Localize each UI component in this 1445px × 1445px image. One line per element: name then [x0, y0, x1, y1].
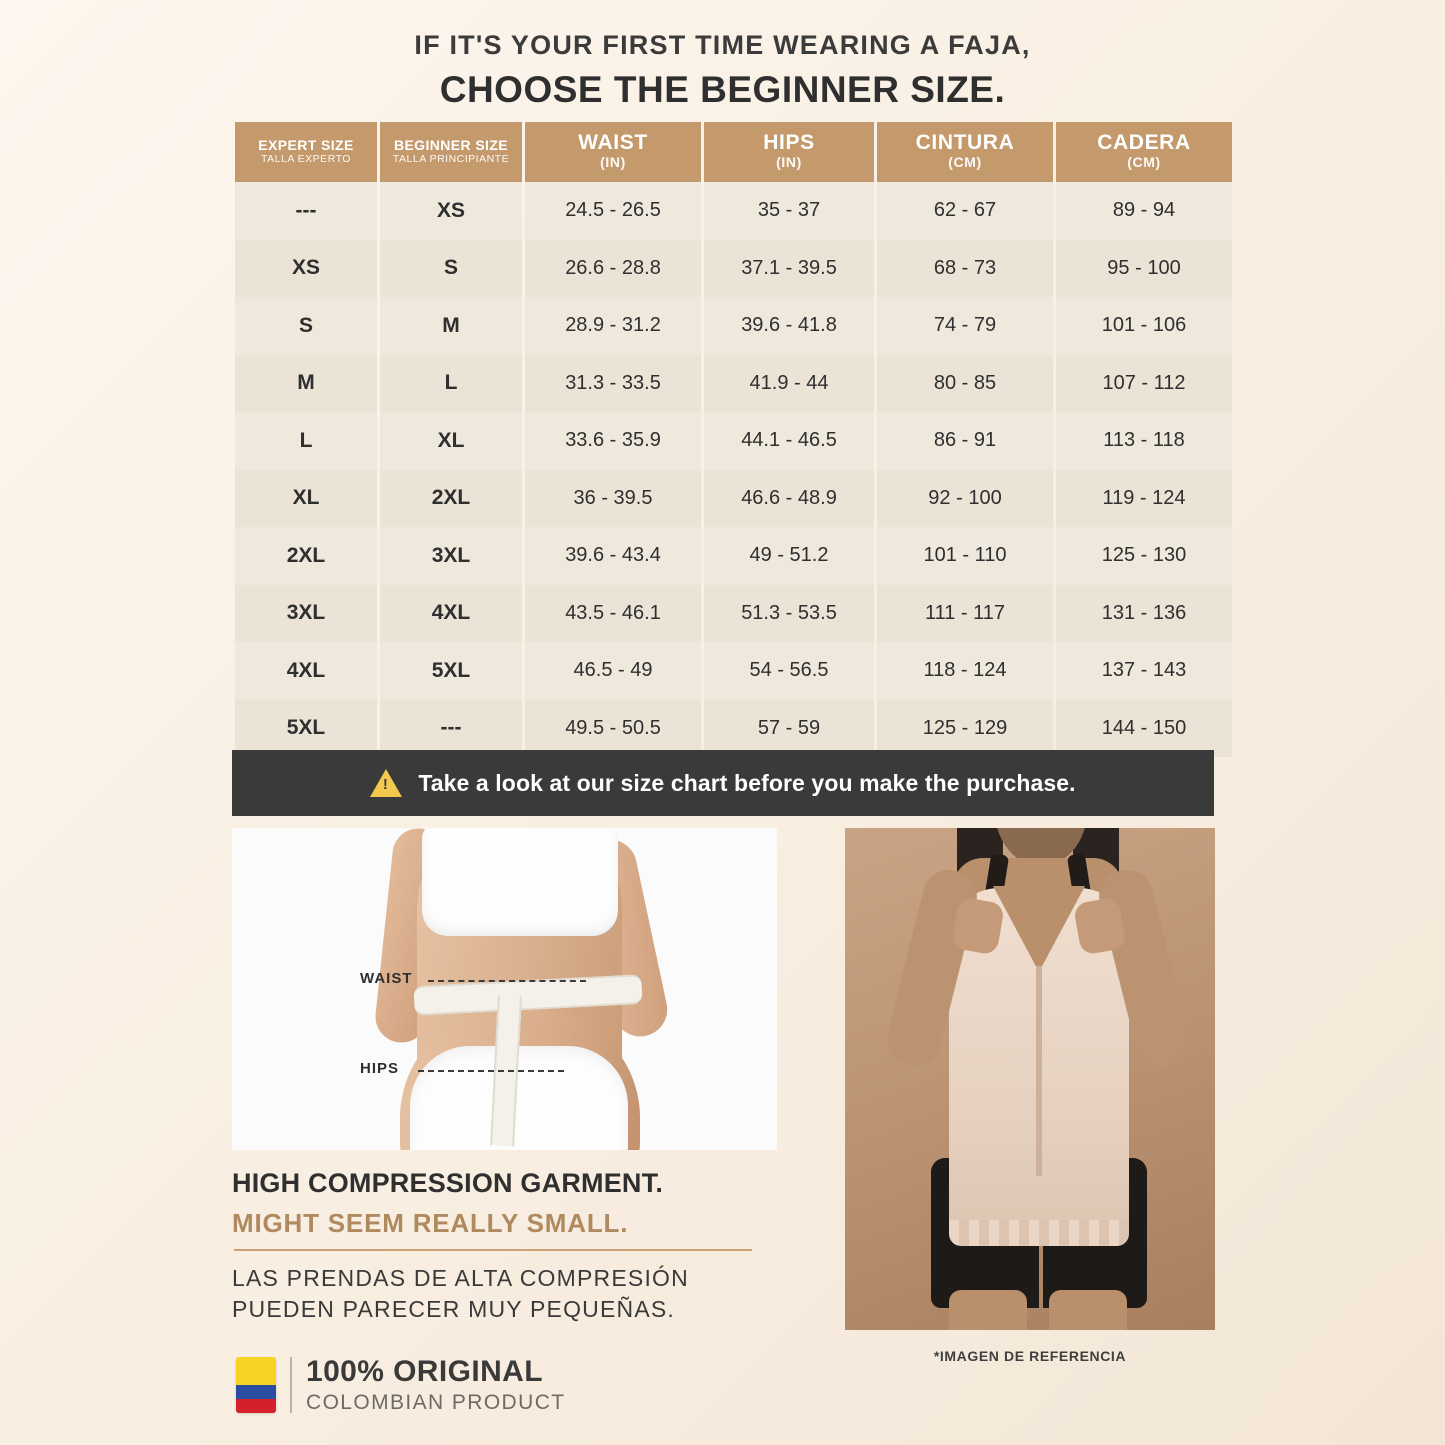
leg-right-shape [1049, 1290, 1127, 1330]
cell-hips-in: 46.6 - 48.9 [704, 470, 874, 528]
column-header-sub: (IN) [776, 154, 802, 171]
column-header-main: CADERA [1097, 131, 1191, 155]
product-photo [845, 828, 1215, 1330]
badge-text [306, 1355, 566, 1415]
reference-image-caption: *IMAGEN DE REFERENCIA [933, 1348, 1127, 1364]
title-line-1: IF IT'S YOUR FIRST TIME WEARING A FAJA, [414, 30, 1031, 60]
cell-beginner-size: 4XL [380, 585, 522, 643]
table-row [235, 585, 1232, 643]
warning-triangle-icon [370, 769, 402, 797]
cell-beginner-size: M [380, 297, 522, 355]
briefs-shape [410, 1046, 628, 1150]
cell-hips-in: 54 - 56.5 [704, 642, 874, 700]
hips-label: HIPS [360, 1060, 400, 1077]
cell-waist-in: 36 - 39.5 [525, 470, 701, 528]
cell-waist-in: 24.5 - 26.5 [525, 182, 701, 240]
column-header-expert-size [235, 122, 377, 182]
table-row [235, 182, 1232, 240]
cell-beginner-size: L [380, 355, 522, 413]
column-header-sub: (CM) [948, 154, 982, 171]
table-row [235, 527, 1232, 585]
column-header-main: WAIST [578, 131, 648, 155]
hand-right-shape [1073, 896, 1127, 955]
compression-note-spanish-1: LAS PRENDAS DE ALTA COMPRESIÓN [232, 1265, 689, 1291]
cell-hips-in: 37.1 - 39.5 [704, 240, 874, 298]
column-header-cadera-cm [1056, 122, 1232, 182]
leg-left-shape [949, 1290, 1027, 1330]
cell-waist-in: 28.9 - 31.2 [525, 297, 701, 355]
table-row [235, 642, 1232, 700]
page-title [0, 0, 1445, 111]
table-header [235, 122, 1232, 182]
cell-cintura-cm: 111 - 117 [877, 585, 1053, 643]
cell-cadera-cm: 107 - 112 [1056, 355, 1232, 413]
badge-divider [290, 1357, 292, 1413]
column-header-main: CINTURA [915, 131, 1015, 155]
cell-cintura-cm: 101 - 110 [877, 527, 1053, 585]
sports-bra-shape [422, 828, 618, 936]
badge-subtitle: COLOMBIAN PRODUCT [306, 1391, 566, 1414]
cell-expert-size: M [235, 355, 377, 413]
cell-hips-in: 57 - 59 [704, 700, 874, 758]
column-header-main: BEGINNER SIZE [393, 137, 509, 154]
cell-beginner-size: S [380, 240, 522, 298]
column-header-sub: TALLA PRINCIPIANTE [392, 152, 510, 165]
cell-waist-in: 43.5 - 46.1 [525, 585, 701, 643]
cell-expert-size: XS [235, 240, 377, 298]
table-row [235, 700, 1232, 758]
measurement-photo [232, 828, 777, 1150]
garment-zipper [1036, 966, 1042, 1176]
garment-lace-trim [949, 1220, 1129, 1246]
cell-hips-in: 51.3 - 53.5 [704, 585, 874, 643]
table-row [235, 412, 1232, 470]
waist-dashed-line [428, 980, 586, 982]
cell-cintura-cm: 92 - 100 [877, 470, 1053, 528]
cell-cadera-cm: 113 - 118 [1056, 412, 1232, 470]
compression-note [232, 1168, 777, 1325]
title-line-2: CHOOSE THE BEGINNER SIZE. [439, 69, 1006, 110]
cell-hips-in: 44.1 - 46.5 [704, 412, 874, 470]
body-illustration [232, 828, 777, 1150]
table-row [235, 297, 1232, 355]
column-header-main: HIPS [763, 131, 815, 155]
table-row [235, 240, 1232, 298]
cell-beginner-size: 3XL [380, 527, 522, 585]
colombia-flag-icon [236, 1357, 276, 1413]
warning-banner [232, 750, 1214, 816]
cell-expert-size: 3XL [235, 585, 377, 643]
cell-expert-size: --- [235, 182, 377, 240]
cell-cadera-cm: 119 - 124 [1056, 470, 1232, 528]
table-row [235, 470, 1232, 528]
hips-dashed-line [418, 1070, 564, 1072]
divider [234, 1249, 752, 1251]
cell-waist-in: 26.6 - 28.8 [525, 240, 701, 298]
column-header-waist-in [525, 122, 701, 182]
cell-hips-in: 35 - 37 [704, 182, 874, 240]
cell-beginner-size: XS [380, 182, 522, 240]
size-table [232, 122, 1235, 757]
cell-cadera-cm: 95 - 100 [1056, 240, 1232, 298]
cell-expert-size: 5XL [235, 700, 377, 758]
cell-waist-in: 39.6 - 43.4 [525, 527, 701, 585]
cell-waist-in: 46.5 - 49 [525, 642, 701, 700]
cell-expert-size: XL [235, 470, 377, 528]
cell-cintura-cm: 125 - 129 [877, 700, 1053, 758]
cell-hips-in: 49 - 51.2 [704, 527, 874, 585]
column-header-sub: (CM) [1127, 154, 1161, 171]
cell-hips-in: 41.9 - 44 [704, 355, 874, 413]
cell-cintura-cm: 80 - 85 [877, 355, 1053, 413]
cell-cadera-cm: 131 - 136 [1056, 585, 1232, 643]
cell-beginner-size: --- [380, 700, 522, 758]
waist-label: WAIST [360, 970, 413, 987]
cell-cintura-cm: 68 - 73 [877, 240, 1053, 298]
flag-stripe-red [236, 1399, 276, 1413]
badge-title: 100% ORIGINAL [306, 1355, 543, 1388]
cell-cintura-cm: 118 - 124 [877, 642, 1053, 700]
cell-expert-size: 4XL [235, 642, 377, 700]
cell-expert-size: S [235, 297, 377, 355]
cell-cadera-cm: 144 - 150 [1056, 700, 1232, 758]
compression-note-spanish-2: PUEDEN PARECER MUY PEQUEÑAS. [232, 1296, 676, 1323]
cell-waist-in: 33.6 - 35.9 [525, 412, 701, 470]
cell-cintura-cm: 86 - 91 [877, 412, 1053, 470]
cell-beginner-size: 2XL [380, 470, 522, 528]
column-header-main: EXPERT SIZE [258, 137, 354, 154]
cell-waist-in: 49.5 - 50.5 [525, 700, 701, 758]
size-table-container [232, 122, 1214, 757]
cell-expert-size: L [235, 412, 377, 470]
origin-badge [236, 1355, 566, 1415]
column-header-sub: TALLA EXPERTO [261, 152, 351, 165]
cell-cadera-cm: 125 - 130 [1056, 527, 1232, 585]
warning-text: Take a look at our size chart before you make the purchase. [418, 769, 1076, 796]
compression-note-line-2: MIGHT SEEM REALLY SMALL. [232, 1208, 629, 1238]
table-body [235, 182, 1232, 757]
compression-note-line-1: HIGH COMPRESSION GARMENT. [232, 1168, 664, 1198]
cell-cadera-cm: 89 - 94 [1056, 182, 1232, 240]
column-header-beginner-size [380, 122, 522, 182]
table-header-row [235, 122, 1232, 182]
cell-expert-size: 2XL [235, 527, 377, 585]
cell-cintura-cm: 62 - 67 [877, 182, 1053, 240]
table-row [235, 355, 1232, 413]
cell-hips-in: 39.6 - 41.8 [704, 297, 874, 355]
column-header-sub: (IN) [600, 154, 626, 171]
flag-stripe-yellow [236, 1357, 276, 1385]
cell-cintura-cm: 74 - 79 [877, 297, 1053, 355]
column-header-hips-in [704, 122, 874, 182]
cell-cadera-cm: 137 - 143 [1056, 642, 1232, 700]
cell-beginner-size: XL [380, 412, 522, 470]
column-header-cintura-cm [877, 122, 1053, 182]
cell-cadera-cm: 101 - 106 [1056, 297, 1232, 355]
cell-beginner-size: 5XL [380, 642, 522, 700]
flag-stripe-blue [236, 1385, 276, 1399]
cell-waist-in: 31.3 - 33.5 [525, 355, 701, 413]
